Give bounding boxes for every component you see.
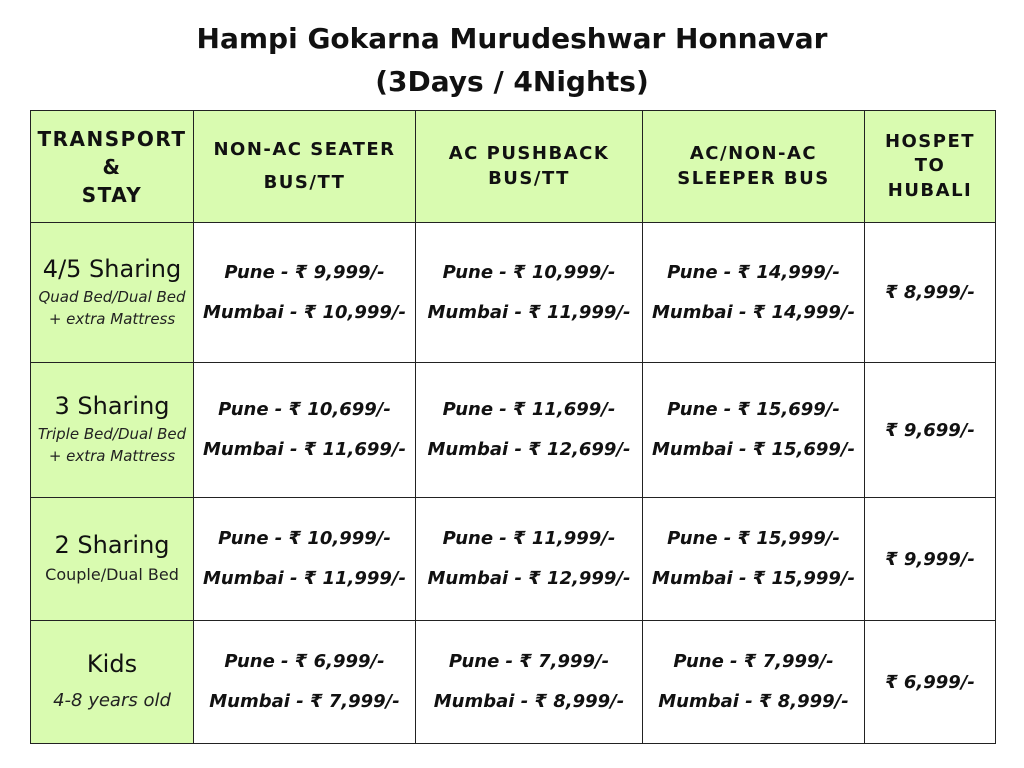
table-row	[31, 223, 996, 363]
pune-price: Pune - ₹ 6,999/-	[224, 651, 385, 672]
age-range-label: 4-8 years old	[53, 689, 171, 711]
bed-type-label: Quad Bed/Dual Bed	[38, 287, 186, 306]
bed-type-label: + extra Mattress	[48, 309, 176, 328]
mumbai-price: Mumbai - ₹ 10,999/-	[203, 301, 406, 323]
mumbai-price: Mumbai - ₹ 12,699/-	[427, 439, 631, 460]
bed-type-label: Triple Bed/Dual Bed	[37, 425, 187, 444]
price-cell	[416, 223, 643, 363]
header-ac-pushback	[416, 111, 643, 223]
header-text: TRANSPORT	[37, 126, 187, 151]
header-text: AC/NON-AC	[689, 143, 818, 165]
pune-price: Pune - ₹ 15,999/-	[667, 528, 840, 549]
hubali-price: ₹ 9,699/-	[885, 419, 975, 441]
table-row	[31, 498, 996, 621]
mumbai-price: Mumbai - ₹ 11,999/-	[203, 568, 406, 589]
price-cell	[643, 621, 865, 744]
mumbai-price: Mumbai - ₹ 15,699/-	[652, 439, 855, 460]
sharing-label: 3 Sharing	[54, 392, 170, 421]
header-text: SLEEPER BUS	[677, 167, 830, 189]
row-header-4-5-sharing	[31, 223, 194, 363]
hubali-price: ₹ 8,999/-	[885, 282, 975, 303]
hubali-price: ₹ 6,999/-	[885, 671, 975, 693]
pune-price: Pune - ₹ 11,699/-	[442, 399, 616, 420]
price-table	[30, 110, 996, 744]
row-header-2-sharing	[31, 498, 194, 621]
table-row	[31, 363, 996, 498]
price-cell	[416, 498, 643, 621]
price-cell	[865, 498, 996, 621]
price-cell	[865, 621, 996, 744]
price-cell	[865, 223, 996, 363]
mumbai-price: Mumbai - ₹ 11,999/-	[427, 301, 631, 323]
page-title: Hampi Gokarna Murudeshwar Honnavar	[196, 22, 828, 55]
sharing-label: 4/5 Sharing	[42, 254, 182, 283]
header-text: BUS/TT	[488, 167, 570, 189]
pune-price: Pune - ₹ 11,999/-	[442, 528, 616, 549]
header-text: &	[102, 154, 122, 179]
header-non-ac-seater	[194, 111, 416, 223]
pune-price: Pune - ₹ 10,699/-	[218, 399, 391, 420]
bed-type-label: + extra Mattress	[48, 447, 176, 465]
price-cell	[194, 621, 416, 744]
header-text: TO	[914, 155, 946, 177]
pune-price: Pune - ₹ 15,699/-	[667, 399, 840, 420]
price-cell	[416, 363, 643, 498]
price-cell	[643, 498, 865, 621]
header-text: AC PUSHBACK	[448, 143, 610, 165]
row-header-kids	[31, 621, 194, 744]
header-text: HOSPET	[884, 131, 976, 153]
price-cell	[194, 363, 416, 498]
table-row	[31, 621, 996, 744]
pune-price: Pune - ₹ 7,999/-	[448, 651, 610, 672]
header-transport-stay	[31, 111, 194, 223]
mumbai-price: Mumbai - ₹ 7,999/-	[209, 691, 400, 712]
header-text: STAY	[81, 182, 143, 207]
bed-type-label: Couple/Dual Bed	[45, 565, 179, 585]
mumbai-price: Mumbai - ₹ 11,699/-	[203, 439, 406, 460]
price-cell	[194, 223, 416, 363]
header-hospet-to-hubali	[865, 111, 996, 223]
header-text: HUBALI	[887, 179, 973, 201]
price-cell	[416, 621, 643, 744]
mumbai-price: Mumbai - ₹ 15,999/-	[652, 568, 855, 589]
price-cell	[643, 223, 865, 363]
mumbai-price: Mumbai - ₹ 8,999/-	[433, 691, 625, 712]
page-subtitle: (3Days / 4Nights)	[375, 65, 649, 98]
row-header-3-sharing	[31, 363, 194, 498]
sharing-label: 2 Sharing	[54, 531, 170, 560]
pune-price: Pune - ₹ 9,999/-	[224, 261, 385, 283]
pune-price: Pune - ₹ 10,999/-	[218, 528, 391, 549]
price-cell	[865, 363, 996, 498]
price-cell	[643, 363, 865, 498]
header-text: NON-AC SEATER	[213, 139, 396, 161]
mumbai-price: Mumbai - ₹ 12,999/-	[427, 568, 631, 589]
hubali-price: ₹ 9,999/-	[885, 548, 975, 570]
pune-price: Pune - ₹ 14,999/-	[667, 261, 840, 283]
pune-price: Pune - ₹ 10,999/-	[442, 261, 616, 283]
mumbai-price: Mumbai - ₹ 14,999/-	[652, 301, 855, 323]
table-header-row	[31, 111, 996, 223]
header-sleeper-bus	[643, 111, 865, 223]
mumbai-price: Mumbai - ₹ 8,999/-	[658, 691, 849, 712]
price-cell	[194, 498, 416, 621]
sharing-label: Kids	[86, 649, 138, 678]
pune-price: Pune - ₹ 7,999/-	[673, 651, 834, 672]
header-text: BUS/TT	[263, 171, 346, 193]
